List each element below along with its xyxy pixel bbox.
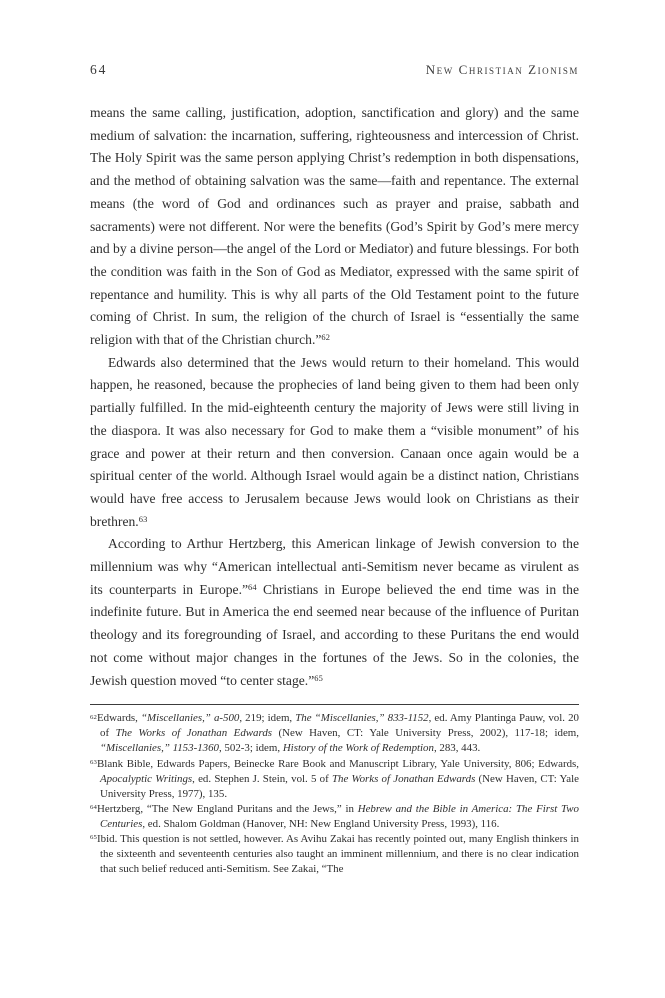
paragraph-text: means the same calling, justification, adoption, sanctification and glory) and the same medium of salvation: the incarnation, suffering, righteousness and intercession of Christ. The Holy Spirit was the same person applying Christ’s redemption in both dispensations, and the method of obtaining salvation was the same—faith and repentance. The external means (the word of God and ordinances such as prayer and praise, sabbath and sacraments) were not different. Nor were the benefits (God’s Spirit by God’s mere mercy and by a divine person—the angel of the Lord or Mediator) and future blessings. For both the condition was faith in the Son of God as Mediator, expressed with the same spirit of repentance and humility. This is why all parts of the Old Testament point to the future coming of Christ. In sum, the religion of the church of Israel is “essentially the same religion with that of the Christian church.” [90, 105, 579, 348]
body-paragraph [90, 102, 579, 352]
footnote-text-italic: Apocalyptic Writings [100, 772, 193, 785]
footnotes-section [90, 711, 579, 877]
footnote-ref-65: 65 [314, 672, 323, 683]
footnote-text: , ed. Shalom Goldman (Hanover, NH: New England University Press, 1993), 116. [142, 817, 500, 830]
footnote-text-italic: The “Miscellanies,” 833-1152 [295, 712, 429, 725]
footnote-text: Hertzberg, “The New England Puritans and the Jews,” in [97, 802, 358, 815]
footnote-text-italic: The Works of Jonathan Edwards [331, 772, 476, 785]
footnote-text: Edwards, [97, 712, 141, 725]
running-head-title: New Christian Zionism [425, 62, 579, 77]
footnote-65 [90, 832, 579, 877]
body-paragraph [90, 533, 579, 692]
footnote-number: 63 [90, 759, 98, 766]
footnote-separator [90, 704, 579, 705]
footnote-text-italic: The Works of Jonathan Edwards [115, 727, 273, 740]
footnote-text: (New Haven, CT: Yale University Press, 2002), 117-18; idem, [272, 727, 579, 740]
footnote-62 [90, 711, 579, 756]
paragraph-text: According to Arthur Hertzberg, this American linkage of Jewish conversion to the millennium was why “American intellectual anti-Semitism never became as virulent as its counterparts in Europe.” [90, 536, 579, 597]
footnote-text: Ibid. This question is not settled, however. As Avihu Zakai has recently pointed out, many English thinkers in the sixteenth and seventeenth centuries also taught an imminent millennium, and there is no clear indication that such belief reduced anti-Semitism. See Zakai, “The [97, 833, 579, 876]
footnote-ref-63: 63 [138, 513, 148, 524]
page-header [90, 62, 579, 78]
footnote-number: 64 [90, 804, 98, 812]
footnote-ref-62: 62 [321, 332, 331, 343]
footnote-text: , ed. Stephen J. Stein, vol. 5 of [192, 772, 332, 785]
text-block [90, 62, 579, 877]
page-number: 64 [90, 62, 108, 77]
paragraph-text: Edwards also determined that the Jews would return to their homeland. This would happen, he reasoned, because the prophecies of land being given to them had been only partially fulfilled. In the mid-eighteenth century the majority of Jews were still living in the diaspora. It was also necessary for God to make them a “visible monument” of his grace and power at their return and then conversion. Canaan once again would be a spiritual center of the world. Although Israel would again be a distinct nation, Christians would have free access to Jerusalem because Jews would look on Christians as their brethren. [90, 354, 579, 529]
footnote-text-italic: Hebrew and the Bible in America: The First Two Centuries [100, 802, 579, 830]
footnote-text: , 502-3; idem, [218, 742, 283, 755]
body-paragraph [90, 352, 579, 534]
footnote-number: 65 [90, 834, 98, 842]
footnote-text-italic: “Miscellanies,” 1153-1360 [100, 742, 219, 755]
body-text [90, 102, 579, 692]
footnote-text: , 283, 443. [433, 742, 481, 755]
footnote-text-italic: History of the Work of Redemption [282, 742, 434, 755]
footnote-text-italic: “Miscellanies,” a-500 [140, 712, 240, 725]
footnote-number: 62 [90, 713, 98, 721]
footnote-text: , 219; idem, [239, 712, 296, 725]
footnote-text: , ed. Amy Plantinga Pauw, vol. 20 of [100, 712, 579, 740]
footnote-64 [90, 802, 579, 832]
footnote-63 [90, 757, 579, 802]
footnote-text: (New Haven, CT: Yale University Press, 1977), 135. [100, 772, 579, 800]
paragraph-text: Christians in Europe believed the end time was in the indefinite future. But in America the end seemed near because of the influence of Puritan theology and its foregrounding of Israel, and according to these Puritans the end would not come without major changes in the fortunes of the Jews. So in the colonies, the Jewish question moved “to center stage.” [90, 581, 579, 688]
footnote-text: Blank Bible, Edwards Papers, Beinecke Rare Book and Manuscript Library, Yale University, 806; Edwards, [97, 757, 579, 770]
footnote-ref-64: 64 [248, 581, 257, 592]
